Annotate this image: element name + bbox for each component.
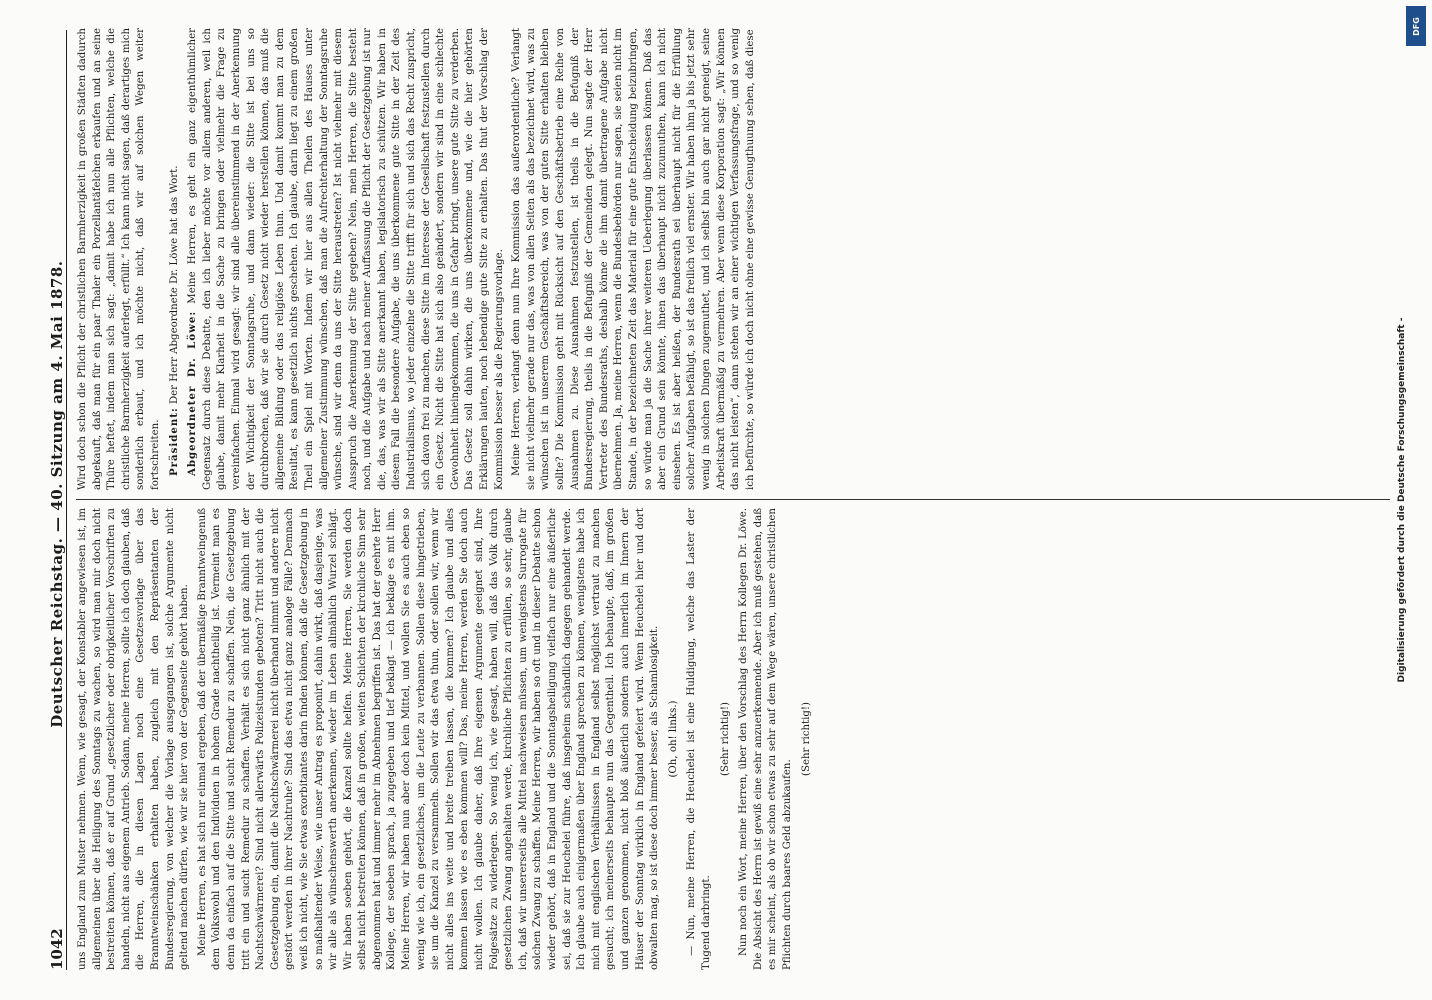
reaction-1: (Oh, oh! links.) — [667, 700, 679, 778]
reaction-2: (Sehr richtig!) — [719, 702, 731, 776]
left-paragraph-3: — Nun, meine Herren, die Heuchelei ist eine Huldigung, welche das Laster der Tugend darbringt. — [686, 508, 712, 970]
column-divider — [76, 499, 1390, 500]
left-paragraph-4: Nun noch ein Wort, meine Herren, über den Vorschlag des Herrn Kollegen Dr. Löwe. Die Absicht des Herrn ist gewiß eine sehr anzuerkennende. Aber ich muß gestehen, daß es mir scheint, als ob wir schon etwas zu sehr auf dem Wege wären, unsere christlichen Pflichten durch baares Geld abzukaufen. — [738, 508, 793, 970]
left-paragraph-1: uns England zum Muster nehmen. Wenn, wie gesagt, der Konstabler angewiesen ist, im allgemeinen über die Heiligung des Sonntags zu wachen, so wird man mir doch nicht bestreiten können, daß er auf Grund „gesetzlicher oder obrigkeitlicher Vorschriften zu handeln, nicht aus eigenem Antrieb. Sodann, meine Herren, sollte ich doch glauben, daß die Herren, die in diesen Lagen noch eine Gesetzesvorlage über das Branntweinschänken erhalten haben, zugleich mit den Repräsentanten der Bundesregierung, von welcher die Vorlage ausgegangen ist, solche Argumente nicht geltend machen dürfen, wie wir sie hier von der Gegenseite gehört haben. — [77, 508, 191, 970]
page-title: Deutscher Reichstag. — 40. Sitzung am 4. Mai 1878. — [48, 260, 66, 728]
speaker-label: Abgeordneter Dr. Löwe: — [186, 310, 199, 476]
right-column — [76, 28, 1390, 490]
digitization-notice: Digitalisierung gefördert durch die Deutsche Forschungsgemeinschaft - — [1397, 317, 1407, 683]
president-text: Der Herr Abgeordnete Dr. Löwe hat das Wort. — [168, 165, 180, 405]
speaker-statement — [185, 28, 507, 490]
speaker-text: Meine Herren, es geht ein ganz eigenthümlicher Gegensatz durch diese Debatte, den ich lieber möchte vor allem anderen, weil ich glaube, damit mehr Klarheit in die Sache zu bringen oder vielmehr die Frage zu vereinfachen. Einmal wird gesagt: wir sind alle übereinstimmend in der Anerkennung der Wichtigkeit der Sonntagsruhe, und dann wieder: die Sitte ist bei uns so durchbrochen, daß wir sie durch Gesetz nicht wieder herstellen können, das muß die allgemeine Bildung oder das religiöse Leben thun. Und damit kommt man zu dem Resultat, es kann gesetzlich nichts geschehen. Ich glaube, darin liegt zu einem großen Theil ein Spiel mit Worten. Indem wir hier aus allen Theilen des Hauses unter allgemeiner Zustimmung wünschen, daß man die Aufrechterhaltung der Sonntagsruhe wünsche, sind wir denn da uns der Sitte heraustreten? Ist nicht vielmehr mit diesem Ausspruch die Anerkennung der Sitte gegeben? Nein, mein Herren, die Sitte besteht noch, und die Aufgabe und nach meiner Auffassung die Pflicht der Gesetzgebung ist nur die, das, was wir als Sitte anerkannt haben, legislatorisch zu schützen. Wir haben in diesem Fall die besondere Aufgabe, die uns überkommene gute Sitte in der Zeit des Industrialismus, wo jeder einzelne die Sitte trifft für sich und sich das Recht zuspricht, sich davon frei zu machen, diese Sitte im Interesse der Gesellschaft festzustellen durch ein Gesetz. Nicht die Sitte hat sich also geändert, sondern wir sind in eine schlechte Gewohnheit hineingekommen, die uns in Gefahr bringt, unsere gute Sitte zu verderben. Das Gesetz soll dahin wirken, die uns überkommene und, wie die hier gehörten Erklärungen lauten, noch lebendige gute Sitte zu erhalten. Das thut der Vorschlag der Kommission besser als die Regierungsvorlage. — [187, 28, 505, 490]
right-paragraph-1: Wird doch schon die Pflicht der christlichen Barmherzigkeit in großen Städten dadurch abgekauft, daß man für ein paar Thaler ein Porzellantäfelchen erkaufen und an seine Thüre heftet, indem man sich sagt: „damit habe ich nun alle Pflichten, welche die christliche Barmherzigkeit auferlegt, erfüllt.“ Ich kann nicht sagen, daß derartiges mich sonderlich erbaut, und ich möchte nicht, daß wir auf solchen Wegen weiter fortschreiten. — [77, 28, 161, 490]
page-header — [40, 30, 67, 970]
reaction-3: (Sehr richtig!) — [800, 702, 812, 776]
page-number: 1042 — [48, 928, 66, 970]
president-label: Präsident: — [167, 407, 180, 476]
dfg-logo — [1406, 6, 1426, 46]
right-paragraph-3: Meine Herren, verlangt denn nun Ihre Kommission das außerordentliche? Verlangt sie nicht vielmehr gerade nur das, was von allen Seiten als das bezeichnet wird, was zu wünschen ist in unserem Geschäftsbereich, was von der guten Sitte erhalten bleiben sollte? Die Kommission geht mit Rücksicht auf den Geschäftsbetrieb eine Reihe von Ausnahmen zu. Diese Ausnahmen festzustellen, ist theils in die Befugniß der Bundesregierung, theils in die Befugniß der Gemeinden gelegt. Nun sagte der Herr Vertreter des Bundesraths, deshalb könne die ihm damit übertragene Aufgabe nicht übernehmen. Ja, meine Herren, wenn die Bundesbehörden nur sagen, sie seien nicht im Stande, in der bezeichneten Zeit das Material für eine gute Entscheidung beizubringen, so würde man ja die Sache ihrer weiteren Ueberlegung überlassen können. Daß das aber ein Grund sein könnte, ihnen das überhaupt nicht zuzumuthen, kann ich nicht einsehen. Es ist aber heißen, der Bundesrath sei überhaupt nicht für die Erfüllung solcher Aufgaben befähigt, so ist das freilich viel ernster. Wir haben ihm ja bis jetzt sehr wenig in solchen Dingen zugemuthet, und ich selbst bin auch gar nicht geneigt, seine Arbeitskraft übermäßig zu vermehren. Aber wenn diese Korporation sagt: „Wir können das nicht leisten“, dann stehen wir an einer wichtigen Verfassungsfrage, und so wenig ich befürchte, so würde ich doch nicht ohne eine gewisse Genugthuung sehen, daß diese — [511, 28, 756, 490]
left-column — [76, 508, 1390, 970]
left-paragraph-2: Meine Herren, es hat sich nur einmal ergeben, daß der übermäßige Branntweingenuß dem Volkswohl und den Individuen in hohem Grade nachtheilig ist. Vermeint man es denn da einfach auf die Sitte und sucht Remedur zu schaffen. Nein, die Gesetzgebung tritt ein und sucht Remedur zu schaffen. Verhält es sich nicht ganz ähnlich mit der Nachtschwärmerei? Sind nicht allerwärts Polizeistunden geboten? Tritt nicht auch die Gesetzgebung ein, damit die Nachtschwärmerei nicht überhand nimmt und andere nicht gestört werden in ihrer Nachtruhe? Sind das etwa nicht ganz analoge Fälle? Demnach weiß ich nicht, wie Sie etwas exorbitantes darin finden können, daß die Gesetzgebung in so maßhaltender Weise, wie unser Antrag es proponirt, dahin wirkt, daß dasjenige, was wir alle als wünschenswerth anerkennen, wieder im Leben allmählich Wurzel schlägt. Wir haben soeben gehört, die Kanzel sollte helfen. Meine Herren, Sie werden doch selbst nicht bestreiten können, daß in großen, weiten Schichten der kirchliche Sinn sehr abgenommen hat und immer mehr im Abnehmen begriffen ist. Das hat der geehrte Herr Kollege, der soeben sprach, ja zugegeben und tief beklagt — ich beklage es mit ihm. Meine Herren, wir haben nun aber doch kein Mittel, und wollen Sie es auch eben so wenig wie ich, ein gesetzliches, um die Leute zu verbannen. Sollen diese hingetrieben, sie um die Kanzel zu versammeln. Sollen wir das etwa thun, oder sollen wir, wenn wir nicht alles ins weite und breite treiben lassen, die kommen? Ich glaube und alles kommen lassen wie es eben kommen will? Das, meine Herren, werden Sie doch auch nicht wollen. Ich glaube daher, daß Ihre eigenen Argumente geeignet sind, Ihre Folgesätze zu widerlegen. So wenig ich, wie gesagt, haben will, daß das Volk durch gesetzlichen Zwang angehalten werde, kirchliche Pflichten zu erfüllen, so sehr, glaube ich, daß wir unsererseits alle Mittel nachweisen müssen, um wenigstens Surrogate für solchen Zwang zu schaffen. Meine Herren, wir haben so oft und in dieser Debatte schon wieder gehört, daß in England und die Sonntagsheiligung vielfach nur eine äußerliche sei, daß sie zur Heuchelei führe, daß insgeheim schändlich dagegen gehandelt werde. Ich glaube auch einigermaßen über England sprechen zu können, wenigstens habe ich mich mit englischen Verhältnissen in England selbst möglichst vertraut zu machen gesucht; ich meinerseits behaupte nun das Gegentheil. Ich behaupte, daß, im großen und ganzen genommen, nicht bloß äußerlich sondern auch innerlich im Innern der Häuser der Sonntag wirklich in England gefeiert wird. Wenn Heuchelei hier und dort obwalten mag, so ist diese doch immer besser, als Schamlosigkeit. — [196, 508, 661, 970]
newspaper-page — [26, 10, 1406, 990]
dfg-logo-text: DFG — [1411, 16, 1421, 36]
president-statement — [167, 28, 183, 490]
